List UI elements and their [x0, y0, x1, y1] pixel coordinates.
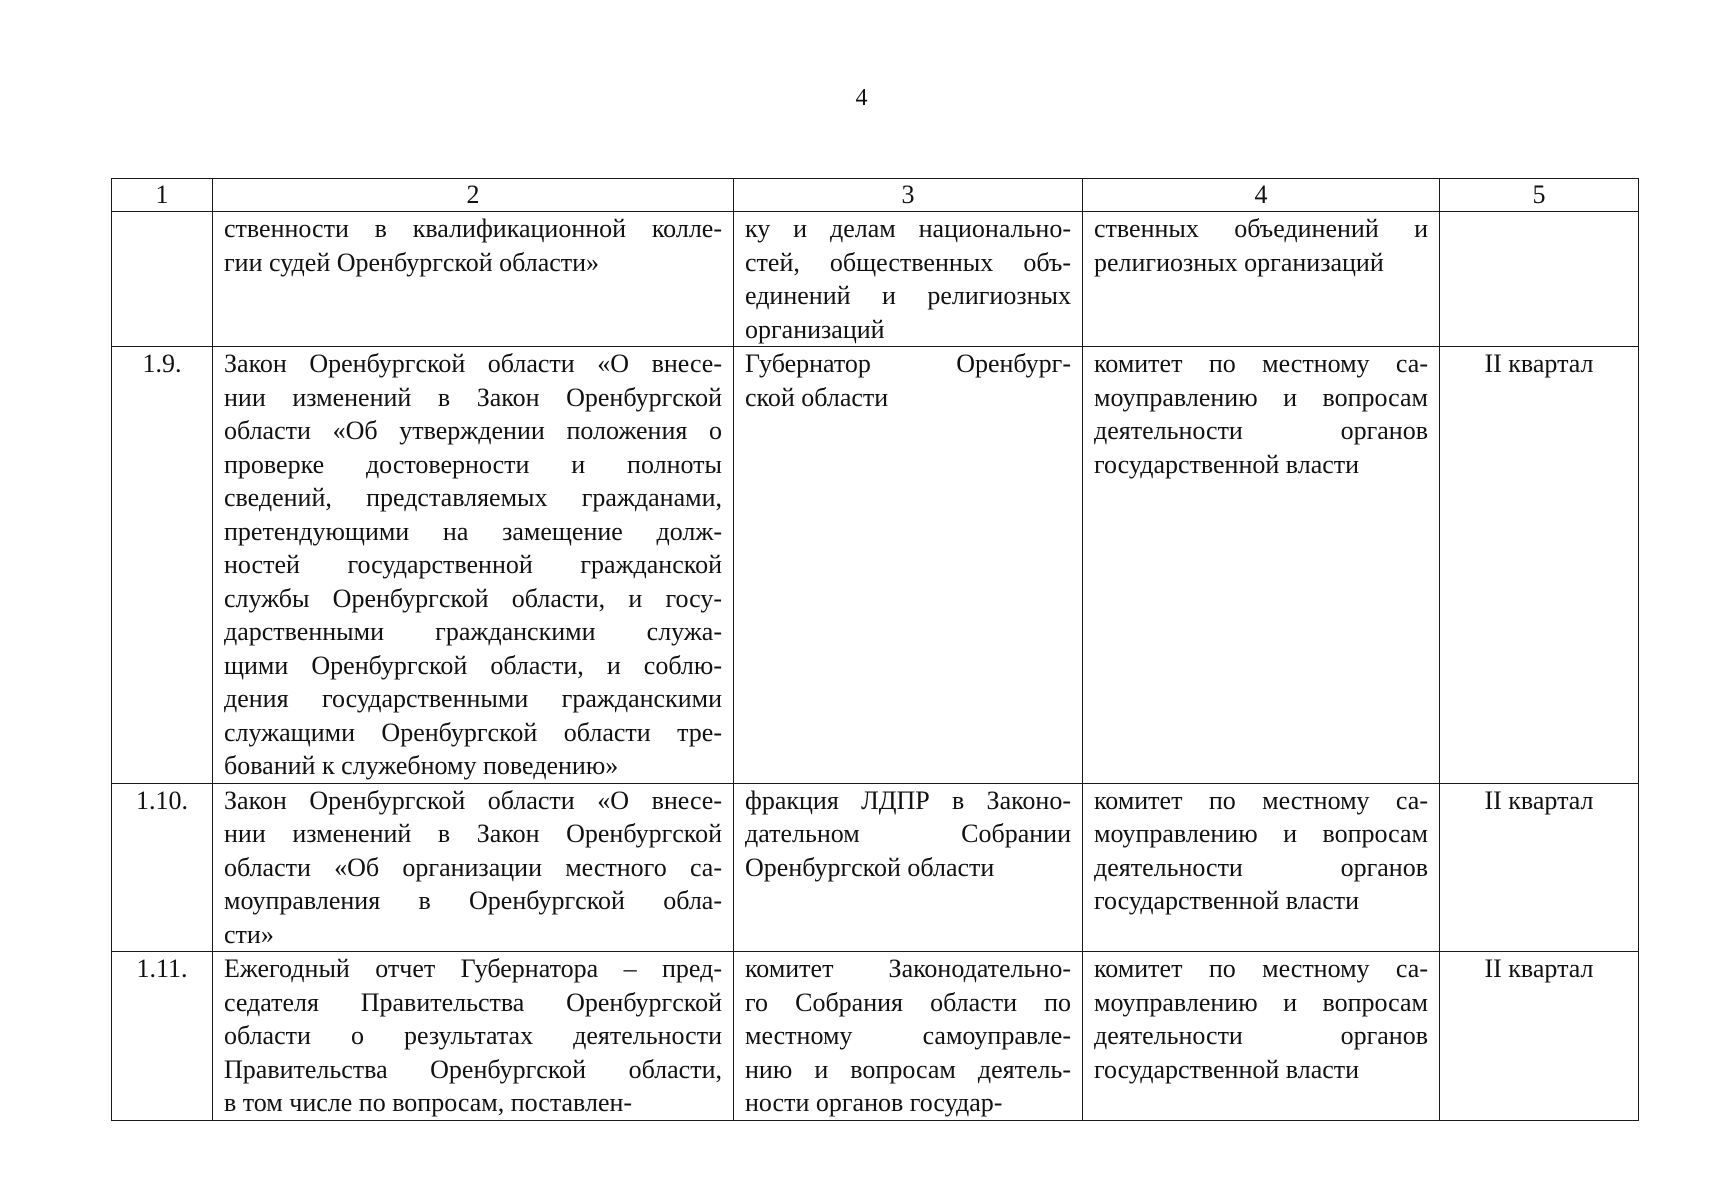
- cell-text-line: государственной власти: [1094, 1054, 1360, 1084]
- cell-text-line: гии судей Оренбургской области»: [224, 247, 600, 277]
- initiator-cell: [734, 212, 1083, 347]
- table-row: [112, 347, 1639, 784]
- responsible-committee-cell: [1083, 347, 1440, 784]
- deadline-cell: II квартал: [1440, 952, 1639, 1121]
- header-cell-2: 2: [213, 179, 734, 212]
- cell-text-line: местному самоуправле-: [745, 1021, 1071, 1050]
- cell-text-line: ности органов государ-: [745, 1088, 1003, 1117]
- cell-text-line: государственной власти: [1094, 886, 1360, 915]
- cell-text-line: в том числе по вопросам, поставлен-: [224, 1088, 633, 1117]
- cell-text-line: моуправления в Оренбургской обла-: [224, 886, 722, 915]
- cell-text-line: нии изменений в Закон Оренбургской: [224, 819, 722, 848]
- cell-text-line: проверке достоверности и полноты: [224, 449, 722, 479]
- cell-text-line: службы Оренбургской области, и госу-: [224, 583, 722, 613]
- table-header-row: [112, 179, 1639, 212]
- cell-text-line: Закон Оренбургской области «О внесе-: [224, 785, 722, 815]
- cell-text-line: Губернатор Оренбург-: [745, 349, 1071, 378]
- document-title-cell: [213, 783, 734, 952]
- cell-text-line: ской области: [745, 382, 889, 412]
- cell-text-line: религиозных организаций: [1094, 247, 1384, 277]
- deadline-cell: [1440, 212, 1639, 347]
- cell-text-line: служащими Оренбургской области тре-: [224, 717, 722, 747]
- document-title-cell: [213, 212, 734, 347]
- cell-text-line: ственности в квалификационной колле-: [224, 214, 722, 243]
- page-number: 4: [855, 85, 868, 111]
- cell-text-line: комитет Законодательно-: [745, 954, 1071, 983]
- cell-text-line: Оренбургской области: [745, 852, 995, 882]
- cell-text-line: комитет по местному са-: [1094, 785, 1428, 815]
- table-row: [112, 783, 1639, 952]
- cell-text-line: деятельности органов: [1094, 852, 1428, 882]
- row-number-cell: 1.9.: [112, 347, 213, 784]
- responsible-committee-cell: [1083, 212, 1440, 347]
- cell-text-line: стей, общественных объ-: [745, 247, 1071, 277]
- header-cell-3: 3: [734, 179, 1083, 212]
- cell-text-line: дарственными гражданскими служа-: [224, 617, 722, 646]
- cell-text-line: комитет по местному са-: [1094, 954, 1428, 983]
- table-row: [112, 952, 1639, 1121]
- cell-text-line: единений и религиозных: [745, 281, 1071, 310]
- cell-text-line: государственной власти: [1094, 449, 1360, 479]
- table-row: [112, 212, 1639, 347]
- cell-text-line: ностей государственной гражданской: [224, 550, 722, 579]
- cell-text-line: претендующими на замещение долж-: [224, 516, 722, 546]
- cell-text-line: дения государственными гражданскими: [224, 684, 722, 713]
- responsible-committee-cell: [1083, 952, 1440, 1121]
- cell-text-line: деятельности органов: [1094, 416, 1428, 445]
- deadline-cell: II квартал: [1440, 347, 1639, 784]
- cell-text-line: бований к служебному поведению»: [224, 751, 619, 780]
- cell-text-line: области о результатах деятельности: [224, 1021, 722, 1050]
- cell-text-line: седателя Правительства Оренбургской: [224, 987, 722, 1017]
- cell-text-line: области «Об утверждении положения о: [224, 416, 722, 445]
- document-table: [111, 178, 1639, 1121]
- cell-text-line: Закон Оренбургской области «О внесе-: [224, 349, 722, 378]
- responsible-committee-cell: [1083, 783, 1440, 952]
- cell-text-line: Правительства Оренбургской области,: [224, 1054, 722, 1084]
- cell-text-line: моуправлению и вопросам: [1094, 987, 1428, 1017]
- cell-text-line: нии изменений в Закон Оренбургской: [224, 382, 722, 412]
- row-number-cell: 1.10.: [112, 783, 213, 952]
- document-title-cell: [213, 347, 734, 784]
- row-number-cell: [112, 212, 213, 347]
- cell-text-line: области «Об организации местного са-: [224, 852, 722, 882]
- cell-text-line: щими Оренбургской области, и соблю-: [224, 650, 722, 680]
- cell-text-line: сведений, представляемых гражданами,: [224, 483, 722, 512]
- cell-text-line: Ежегодный отчет Губернатора – пред-: [224, 954, 722, 983]
- cell-text-line: моуправлению и вопросам: [1094, 382, 1428, 412]
- row-number-cell: 1.11.: [112, 952, 213, 1121]
- cell-text-line: деятельности органов: [1094, 1021, 1428, 1050]
- cell-text-line: организаций: [745, 314, 885, 344]
- initiator-cell: [734, 347, 1083, 784]
- cell-text-line: сти»: [224, 919, 274, 949]
- initiator-cell: [734, 952, 1083, 1121]
- header-cell-5: 5: [1440, 179, 1639, 212]
- cell-text-line: нию и вопросам деятель-: [745, 1054, 1071, 1084]
- cell-text-line: фракция ЛДПР в Законо-: [745, 785, 1071, 815]
- cell-text-line: моуправлению и вопросам: [1094, 819, 1428, 848]
- initiator-cell: [734, 783, 1083, 952]
- cell-text-line: ственных объединений и: [1094, 214, 1428, 243]
- cell-text-line: дательном Собрании: [745, 819, 1071, 848]
- deadline-cell: II квартал: [1440, 783, 1639, 952]
- header-cell-4: 4: [1083, 179, 1440, 212]
- cell-text-line: ку и делам национально-: [745, 214, 1071, 243]
- document-title-cell: [213, 952, 734, 1121]
- cell-text-line: го Собрания области по: [745, 987, 1071, 1017]
- header-cell-1: 1: [112, 179, 213, 212]
- cell-text-line: комитет по местному са-: [1094, 349, 1428, 378]
